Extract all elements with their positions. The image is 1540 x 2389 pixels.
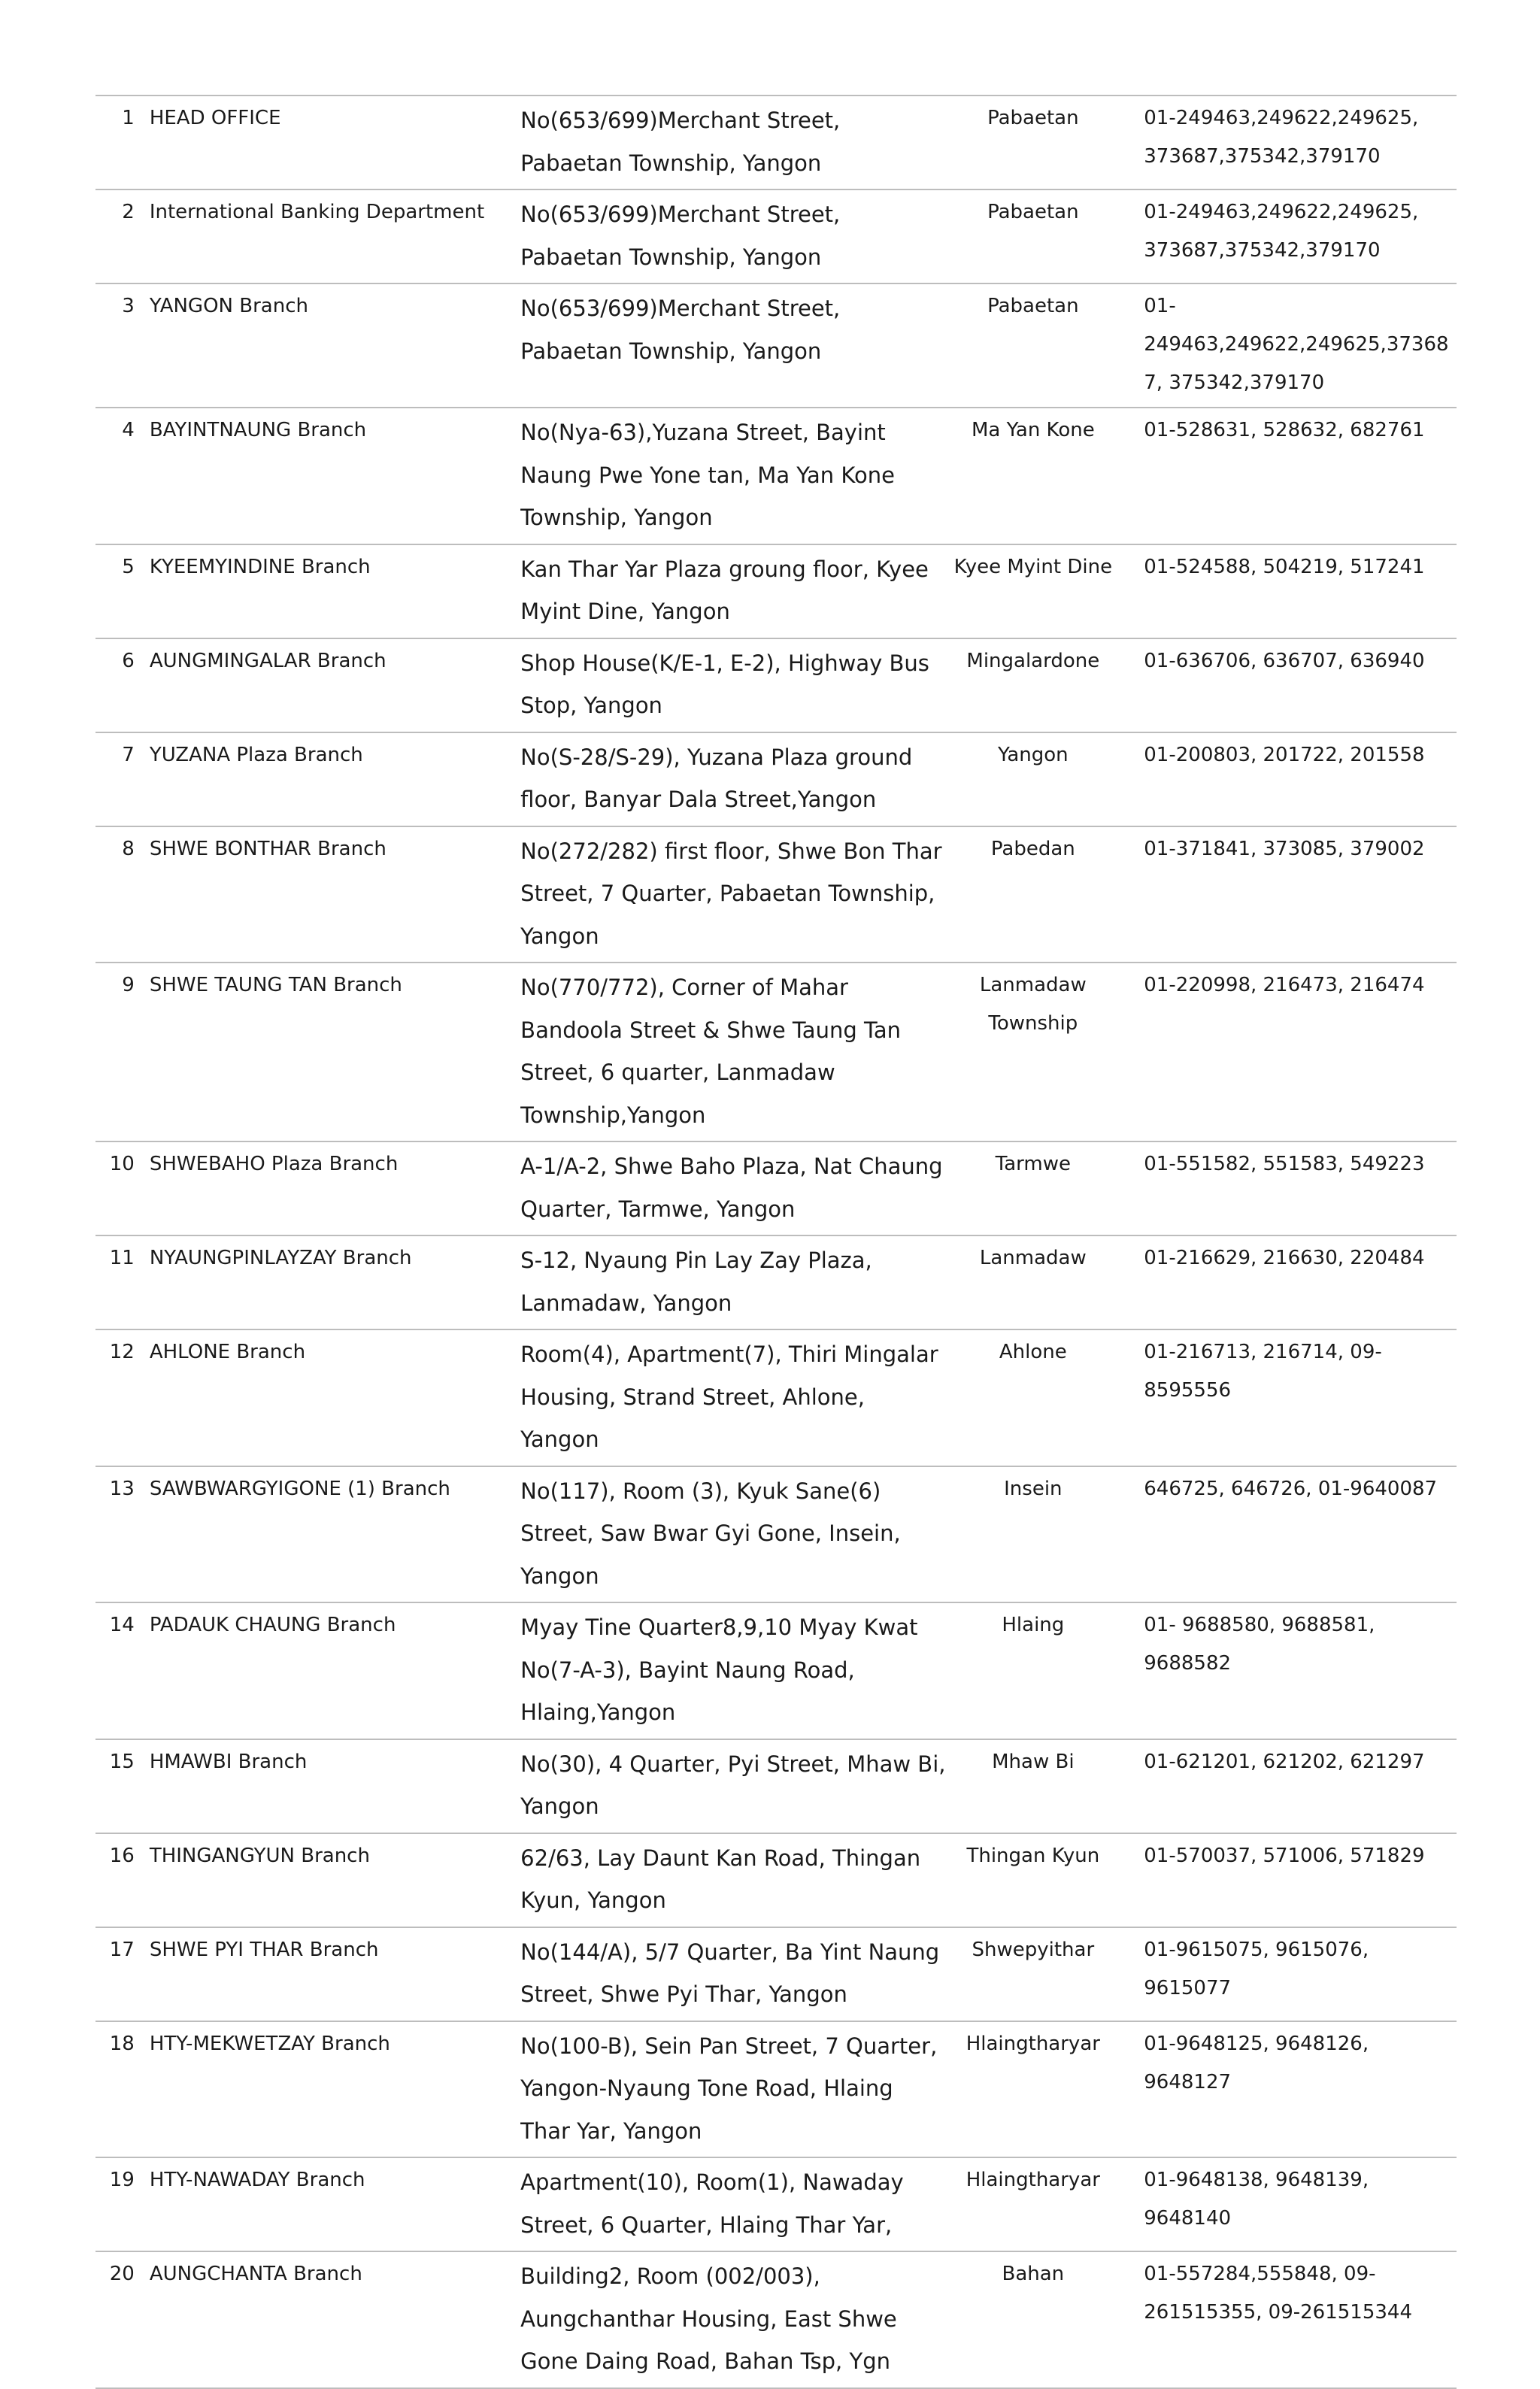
branch-name: NYAUNGPINLAYZAY Branch <box>145 1235 520 1329</box>
branch-township: Mhaw Bi <box>947 1739 1118 1833</box>
branch-address: Myay Tine Quarter8,9,10 Myay Kwat No(7-A-3), Bayint Naung Road, Hlaing,Yangon <box>520 1602 947 1739</box>
branch-address: Building2, Room (002/003), Aungchanthar Housing, East Shwe Gone Daing Road, Bahan Tsp, Ygn <box>520 2251 947 2388</box>
branch-name: HEAD OFFICE <box>145 95 520 189</box>
branch-township: Pabaetan <box>947 189 1118 283</box>
table-row <box>95 189 1457 283</box>
branch-address: No(653/699)Merchant Street, Pabaetan Township, Yangon <box>520 189 947 283</box>
branch-phone: 01-220998, 216473, 216474 <box>1118 963 1457 1141</box>
branch-township: Ma Yan Kone <box>947 408 1118 544</box>
branch-name: YANGON Branch <box>145 283 520 408</box>
table-row <box>95 2021 1457 2158</box>
branch-number: 18 <box>95 2021 145 2158</box>
branch-number: 16 <box>95 1833 145 1927</box>
table-row <box>95 1833 1457 1927</box>
branch-phone: 01-557284,555848, 09- 261515355, 09-261515344 <box>1118 2251 1457 2388</box>
table-row <box>95 544 1457 638</box>
branch-township: Mingalardone <box>947 638 1118 732</box>
branch-name: AUNGMINGALAR Branch <box>145 638 520 732</box>
table-row <box>95 1602 1457 1739</box>
branch-number: 15 <box>95 1739 145 1833</box>
branch-township: Kyee Myint Dine <box>947 544 1118 638</box>
branch-phone: 01-249463,249622,249625, 373687,375342,379170 <box>1118 189 1457 283</box>
branch-phone: 01-216713, 216714, 09-8595556 <box>1118 1329 1457 1466</box>
branch-address: 62/63, Lay Daunt Kan Road, Thingan Kyun, Yangon <box>520 1833 947 1927</box>
branch-phone: 01-9615075, 9615076, 9615077 <box>1118 1927 1457 2021</box>
branch-township: Tarmwe <box>947 1141 1118 1235</box>
branch-name: AUNGCHANTA Branch <box>145 2251 520 2388</box>
branch-name: SAWBWARGYIGONE (1) Branch <box>145 1466 520 1603</box>
branch-phone: 01-528631, 528632, 682761 <box>1118 408 1457 544</box>
branch-number: 14 <box>95 1602 145 1739</box>
branch-name: HTY-NAWADAY Branch <box>145 2157 520 2251</box>
branch-phone: 01-551582, 551583, 549223 <box>1118 1141 1457 1235</box>
branch-township: Hlaing <box>947 1602 1118 1739</box>
table-row <box>95 963 1457 1141</box>
table-row <box>95 283 1457 408</box>
branch-table <box>95 95 1457 2389</box>
branch-address: No(653/699)Merchant Street, Pabaetan Township, Yangon <box>520 283 947 408</box>
branch-township: Shwepyithar <box>947 1927 1118 2021</box>
branch-address: No(653/699)Merchant Street, Pabaetan Township, Yangon <box>520 95 947 189</box>
branch-township: Pabaetan <box>947 283 1118 408</box>
table-row <box>95 826 1457 963</box>
branch-address: No(S-28/S-29), Yuzana Plaza ground floor, Banyar Dala Street,Yangon <box>520 732 947 826</box>
table-row <box>95 1329 1457 1466</box>
branch-number: 7 <box>95 732 145 826</box>
branch-township: Insein <box>947 1466 1118 1603</box>
table-row <box>95 2251 1457 2388</box>
branch-phone: 01-621201, 621202, 621297 <box>1118 1739 1457 1833</box>
table-row <box>95 1466 1457 1603</box>
branch-township: Lanmadaw Township <box>947 963 1118 1141</box>
branch-township: Hlaingtharyar <box>947 2157 1118 2251</box>
branch-address: Room(4), Apartment(7), Thiri Mingalar Housing, Strand Street, Ahlone, Yangon <box>520 1329 947 1466</box>
branch-name: BAYINTNAUNG Branch <box>145 408 520 544</box>
branch-township: Thingan Kyun <box>947 1833 1118 1927</box>
branch-address: Apartment(10), Room(1), Nawaday Street, 6 Quarter, Hlaing Thar Yar, <box>520 2157 947 2251</box>
branch-name: SHWE BONTHAR Branch <box>145 826 520 963</box>
branch-township: Pabaetan <box>947 95 1118 189</box>
table-row <box>95 408 1457 544</box>
branch-number: 19 <box>95 2157 145 2251</box>
branch-number: 3 <box>95 283 145 408</box>
branch-name: HTY-MEKWETZAY Branch <box>145 2021 520 2158</box>
branch-name: SHWE PYI THAR Branch <box>145 1927 520 2021</box>
branch-township: Yangon <box>947 732 1118 826</box>
branch-address: No(100-B), Sein Pan Street, 7 Quarter, Yangon-Nyaung Tone Road, Hlaing Thar Yar, Yangon <box>520 2021 947 2158</box>
branch-address: No(770/772), Corner of Mahar Bandoola Street & Shwe Taung Tan Street, 6 quarter, Lanmadaw Township,Yangon <box>520 963 947 1141</box>
branch-township: Bahan <box>947 2251 1118 2388</box>
branch-address: Shop House(K/E-1, E-2), Highway Bus Stop, Yangon <box>520 638 947 732</box>
branch-address: No(144/A), 5/7 Quarter, Ba Yint Naung Street, Shwe Pyi Thar, Yangon <box>520 1927 947 2021</box>
branch-phone: 01-570037, 571006, 571829 <box>1118 1833 1457 1927</box>
branch-name: SHWEBAHO Plaza Branch <box>145 1141 520 1235</box>
branch-number: 12 <box>95 1329 145 1466</box>
branch-rows <box>95 95 1457 2388</box>
branch-name: THINGANGYUN Branch <box>145 1833 520 1927</box>
branch-township: Hlaingtharyar <box>947 2021 1118 2158</box>
table-row <box>95 638 1457 732</box>
table-row <box>95 732 1457 826</box>
branch-phone: 01-200803, 201722, 201558 <box>1118 732 1457 826</box>
branch-phone: 01-9648125, 9648126, 9648127 <box>1118 2021 1457 2158</box>
table-row <box>95 1739 1457 1833</box>
branch-name: SHWE TAUNG TAN Branch <box>145 963 520 1141</box>
branch-phone: 01-371841, 373085, 379002 <box>1118 826 1457 963</box>
branch-address: No(Nya-63),Yuzana Street, Bayint Naung Pwe Yone tan, Ma Yan Kone Township, Yangon <box>520 408 947 544</box>
branch-phone: 01-636706, 636707, 636940 <box>1118 638 1457 732</box>
branch-address: A-1/A-2, Shwe Baho Plaza, Nat Chaung Quarter, Tarmwe, Yangon <box>520 1141 947 1235</box>
branch-phone: 646725, 646726, 01-9640087 <box>1118 1466 1457 1603</box>
branch-phone: 01- 9688580, 9688581, 9688582 <box>1118 1602 1457 1739</box>
branch-number: 9 <box>95 963 145 1141</box>
branch-number: 10 <box>95 1141 145 1235</box>
branch-number: 11 <box>95 1235 145 1329</box>
branch-address: Kan Thar Yar Plaza groung floor, Kyee Myint Dine, Yangon <box>520 544 947 638</box>
branch-township: Lanmadaw <box>947 1235 1118 1329</box>
branch-number: 4 <box>95 408 145 544</box>
branch-address: S-12, Nyaung Pin Lay Zay Plaza, Lanmadaw, Yangon <box>520 1235 947 1329</box>
table-row <box>95 1141 1457 1235</box>
branch-number: 13 <box>95 1466 145 1603</box>
branch-address: No(30), 4 Quarter, Pyi Street, Mhaw Bi, Yangon <box>520 1739 947 1833</box>
branch-township: Pabedan <box>947 826 1118 963</box>
branch-address: No(117), Room (3), Kyuk Sane(6) Street, Saw Bwar Gyi Gone, Insein, Yangon <box>520 1466 947 1603</box>
table-row <box>95 2157 1457 2251</box>
table-row <box>95 95 1457 189</box>
table-row <box>95 1927 1457 2021</box>
branch-township: Ahlone <box>947 1329 1118 1466</box>
branch-number: 8 <box>95 826 145 963</box>
branch-number: 6 <box>95 638 145 732</box>
branch-name: PADAUK CHAUNG Branch <box>145 1602 520 1739</box>
branch-phone: 01-216629, 216630, 220484 <box>1118 1235 1457 1329</box>
branch-name: AHLONE Branch <box>145 1329 520 1466</box>
branch-phone: 01-524588, 504219, 517241 <box>1118 544 1457 638</box>
branch-number: 5 <box>95 544 145 638</box>
branch-phone: 01-249463,249622,249625, 373687,375342,379170 <box>1118 95 1457 189</box>
branch-phone: 01-9648138, 9648139, 9648140 <box>1118 2157 1457 2251</box>
branch-number: 17 <box>95 1927 145 2021</box>
branch-number: 1 <box>95 95 145 189</box>
branch-name: KYEEMYINDINE Branch <box>145 544 520 638</box>
branch-name: International Banking Department <box>145 189 520 283</box>
branch-name: YUZANA Plaza Branch <box>145 732 520 826</box>
table-row <box>95 1235 1457 1329</box>
branch-name: HMAWBI Branch <box>145 1739 520 1833</box>
branch-address: No(272/282) first floor, Shwe Bon Thar Street, 7 Quarter, Pabaetan Township, Yangon <box>520 826 947 963</box>
branch-number: 2 <box>95 189 145 283</box>
branch-phone: 01- 249463,249622,249625,373687, 375342,379170 <box>1118 283 1457 408</box>
branch-number: 20 <box>95 2251 145 2388</box>
